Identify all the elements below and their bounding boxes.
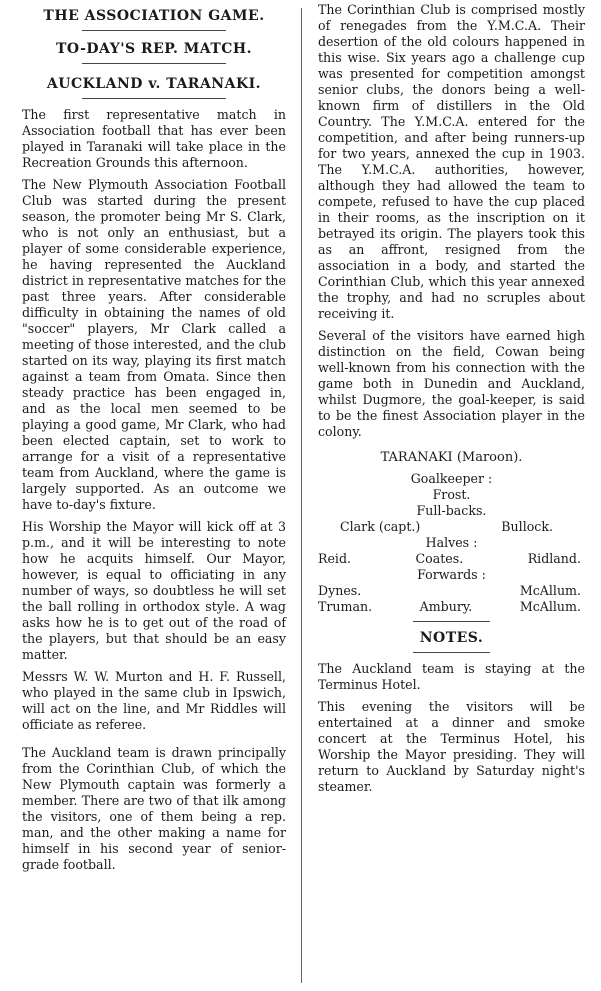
article-paragraph: His Worship the Mayor will kick off at 3 p.m., and it will be interesting to note how he acquits himself. Our Mayor, however, is equal to officiating in any number of ways, so doubtless he will set the ball rolling in orthodox style. A wag asks how he is to get out of the road of the players, but that should be an easy matter.: [22, 519, 286, 662]
player-name: Clark (capt.): [340, 519, 421, 534]
right-column: [318, 0, 585, 795]
fullbacks-label: Full-backs.: [416, 503, 487, 518]
column-rule: [301, 8, 302, 983]
article-paragraph: Several of the visitors have earned high distinction on the field, Cowan being well-known from his connection with the game both in Dunedin and Auckland, whilst Dugmore, the goal-keeper, is said to be the finest Association player in the colony.: [318, 328, 585, 439]
notes-paragraph: The Auckland team is staying at the Terminus Hotel.: [318, 661, 585, 692]
forwards-label: Forwards :: [417, 567, 486, 582]
divider: [413, 621, 490, 622]
forwards-row: [318, 599, 585, 615]
player-name: Ridland.: [527, 551, 581, 566]
player-name: Ambury.: [419, 599, 473, 614]
player-name: Coates.: [415, 551, 464, 566]
divider: [82, 63, 226, 64]
player-name: Reid.: [318, 551, 352, 566]
notes-heading: NOTES.: [419, 630, 484, 646]
article-paragraph: The first representative match in Association football that has ever been played in Taranaki will take place in the Recreation Grounds this afternoon.: [22, 107, 286, 170]
forwards-row: [318, 583, 585, 599]
divider: [82, 98, 226, 99]
halves-row: [318, 551, 585, 567]
article-paragraph: The New Plymouth Association Football Club was started during the present season, the promoter being Mr S. Clark, who is not only an enthusiast, but a player of some considerable experience, he having represented the Auckland district in representative matches for the past three years. After considerable difficulty in obtaining the names of old "soccer" players, Mr Clark called a meeting of those interested, and the club started on its way, playing its first match against a team from Omata. Since then steady practice has been engaged in, and as the local men seemed to be playing a good game, Mr Clark, who had been elected captain, set to work to arrange for a visit of a representative team from Auckland, where the game is largely supported. As an outcome we have to-day's fixture.: [22, 177, 286, 512]
article-paragraph: The Corinthian Club is comprised mostly of renegades from the Y.M.C.A. Their desertion of the old colours happened in this wise. Six years ago a challenge cup was presented for competition amongst senior clubs, the donors being a well-known firm of distillers in the Old Country. The Y.M.C.A. entered for the competition, and after being runners-up for two years, annexed the cup in 1903. The Y.M.C.A. authorities, however, although they had allowed the team to compete, refused to have the cup placed in their rooms, as the inscription on it betrayed its origin. The players took this as an affront, resigned from the association in a body, and started the Corinthian Club, which this year annexed the trophy, and had no scruples about receiving it.: [318, 2, 585, 321]
article-paragraph: The Auckland team is drawn principally from the Corinthian Club, of which the New Plymouth captain was formerly a member. There are two of that ilk among the visitors, one of them being a rep. man, and the other making a name for himself in his second year of senior-grade football.: [22, 745, 286, 872]
sub-heading: TO-DAY'S REP. MATCH.: [55, 41, 253, 57]
player-name: Dynes.: [318, 583, 362, 598]
player-name: McAllum.: [519, 599, 581, 614]
article-paragraph: Messrs W. W. Murton and H. F. Russell, who played in the same club in Ipswich, will act on the line, and Mr Riddles will officiate as referee.: [22, 669, 286, 732]
halves-label: Halves :: [425, 535, 478, 550]
fullbacks-row: [318, 519, 585, 535]
player-name: Bullock.: [501, 519, 553, 534]
goalkeeper-name: Frost.: [432, 487, 471, 502]
fixture-heading: AUCKLAND v. TARANAKI.: [46, 76, 262, 92]
divider: [82, 30, 226, 31]
team-title: TARANAKI (Maroon).: [380, 450, 523, 465]
player-name: McAllum.: [519, 583, 581, 598]
notes-paragraph: This evening the visitors will be entertained at a dinner and smoke concert at the Terminus Hotel, his Worship the Mayor presiding. They will return to Auckland by Saturday night's steamer.: [318, 699, 585, 794]
left-column: [22, 0, 286, 873]
divider: [413, 652, 490, 653]
goalkeeper-label: Goalkeeper :: [410, 471, 493, 486]
player-name: Truman.: [318, 599, 373, 614]
main-heading: THE ASSOCIATION GAME.: [43, 8, 265, 24]
